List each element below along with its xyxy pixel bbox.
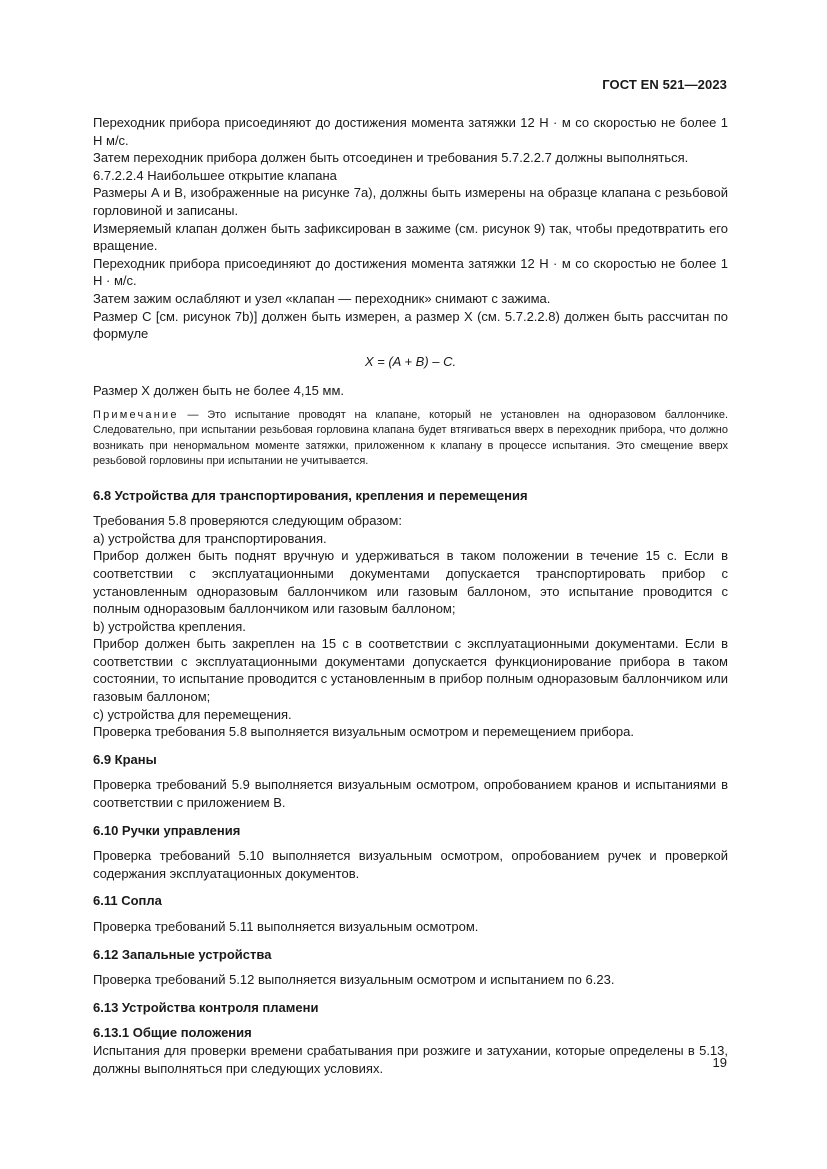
list-item: c) устройства для перемещения. [93,706,292,722]
paragraph: Измеряемый клапан должен быть зафиксирован в зажиме (см. рисунок 9) так, чтобы предотвратить его вращение. [93,220,728,254]
paragraph: Переходник прибора присоединяют до достижения момента затяжки 12 Н · м со скоростью не более 1 Н · м/с. [93,255,728,289]
page-content [93,114,728,1077]
paragraph: Проверка требований 5.11 выполняется визуальным осмотром. [93,919,479,934]
paragraph: Требования 5.8 проверяются следующим образом: [93,513,402,529]
paragraph: Прибор должен быть поднят вручную и удерживаться в таком положении в течение 15 с. Если в соответствии с эксплуатационными документами допускается транспортировать прибор с установленным одноразовым баллончиком или газовым баллоном, это испытание проводится с полным одноразовым баллончиком или газовым баллоном; [93,548,728,617]
section-heading: 6.13 Устройства контроля пламени [93,999,319,1015]
paragraph: Прибор должен быть закреплен на 15 с в соответствии с эксплуатационными документами. Если в соответствии с эксплуатационными документами допускается функционирование прибора в таком состоянии, то испытание проводится с установленным в прибор полным одноразовым баллончиком или газовым баллоном; [93,636,728,705]
paragraph: Проверка требований 5.9 выполняется визуальным осмотром, опробованием кранов и испытаниями в соответствии с приложением В. [93,777,728,811]
note-text: — Это испытание проводят на клапане, который не установлен на одноразовом баллончике. Следовательно, при испытании резьбовая горловина клапана будет втягиваться вверх в переходник прибора, что должно возникать при ненормальном моменте затяжки, приложенном к клапану в процессе испытания. Это смещение вверх резьбовой горловины при испытании не учитывается. [93,408,728,468]
page-number: 19 [712,1055,727,1070]
paragraph: Размер C [см. рисунок 7b)] должен быть измерен, а размер X (см. 5.7.2.2.8) должен быть рассчитан по формуле [93,308,728,342]
list-item: a) устройства для транспортирования. [93,530,327,546]
section-heading: 6.9 Краны [93,751,157,767]
paragraph: Размер X должен быть не более 4,15 мм. [93,383,345,399]
section-heading: 6.11 Сопла [93,893,162,909]
section-heading: 6.10 Ручки управления [93,822,241,838]
paragraph: Затем переходник прибора должен быть отсоединен и требования 5.7.2.2.7 должны выполняться. [93,150,689,166]
paragraph: Затем зажим ослабляют и узел «клапан — переходник» снимают с зажима. [93,290,551,306]
paragraph: Проверка требований 5.12 выполняется визуальным осмотром и испытанием по 6.23. [93,972,615,988]
paragraph: Проверка требования 5.8 выполняется визуальным осмотром и перемещением прибора. [93,724,634,740]
list-item: b) устройства крепления. [93,618,246,634]
section-heading: 6.8 Устройства для транспортирования, крепления и перемещения [93,487,528,503]
section-heading: 6.12 Запальные устройства [93,946,272,962]
note-label: Примечание [93,408,179,421]
paragraph: Переходник прибора присоединяют до достижения момента затяжки 12 Н · м со скоростью не более 1 Н м/с. [93,115,728,148]
paragraph: Проверка требований 5.10 выполняется визуальным осмотром, опробованием ручек и проверкой содержания эксплуатационных документов. [93,848,728,881]
paragraph: Размеры A и B, изображенные на рисунке 7а), должны быть измерены на образце клапана с резьбовой горловиной и записаны. [93,185,728,218]
note [93,408,728,470]
clause-heading: 6.7.2.2.4 Наибольшее открытие клапана [93,167,337,183]
subsection-heading: 6.13.1 Общие положения [93,1025,252,1041]
standard-designation: ГОСТ EN 521—2023 [602,77,727,92]
formula: X = (A + B) – C. [364,353,457,369]
paragraph: Испытания для проверки времени срабатывания при розжиге и затухании, которые определены в 5.13, должны выполняться при следующих условиях. [93,1042,728,1076]
